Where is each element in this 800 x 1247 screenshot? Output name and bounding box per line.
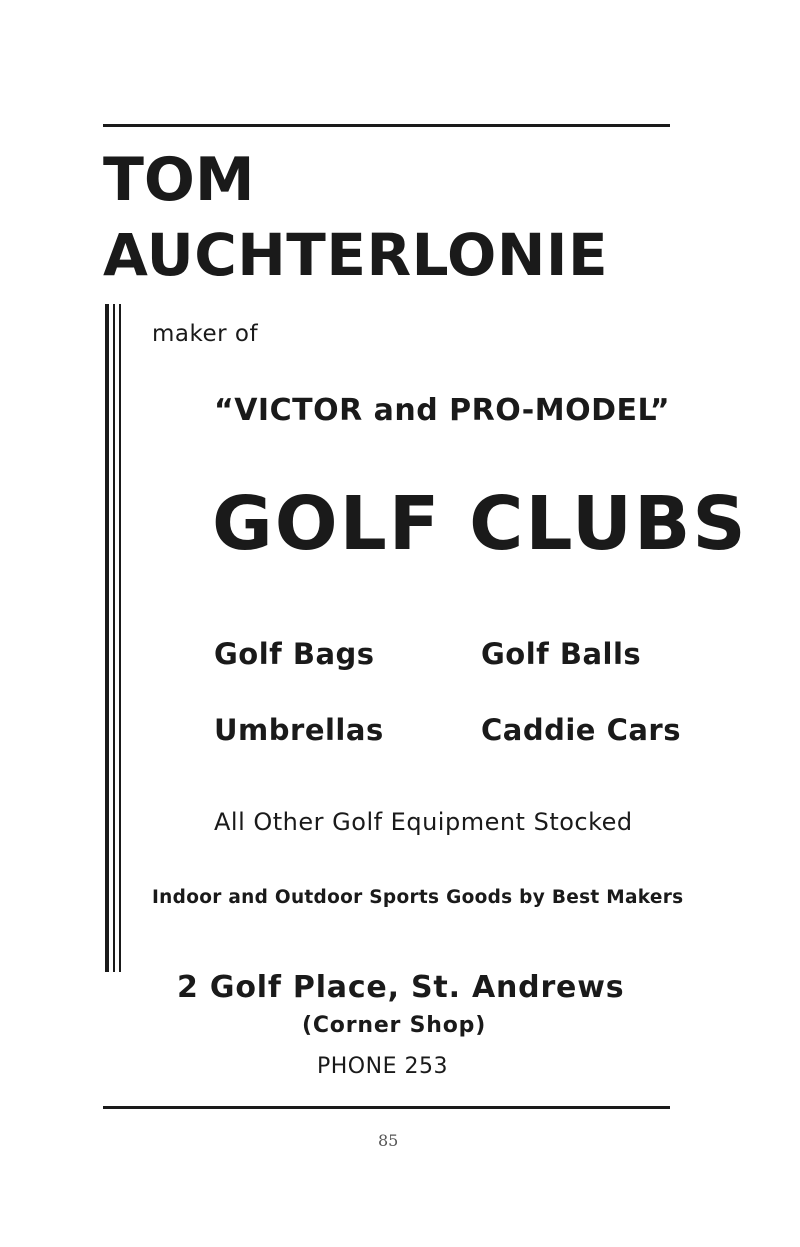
product-item: Golf Balls (481, 637, 642, 671)
equipment-note: All Other Golf Equipment Stocked (214, 808, 633, 836)
vertical-rule-thin (113, 304, 115, 972)
advertiser-name-line-2: AUCHTERLONIE (103, 221, 609, 289)
vertical-rule-thick (105, 304, 109, 972)
bottom-rule (103, 1106, 670, 1109)
address-note: (Corner Shop) (302, 1013, 487, 1038)
sports-note: Indoor and Outdoor Sports Goods by Best Makers (152, 887, 684, 908)
top-rule (103, 124, 670, 127)
phone-number: PHONE 253 (317, 1054, 448, 1079)
model-names: “VICTOR and PRO-MODEL” (214, 393, 671, 428)
street-address: 2 Golf Place, St. Andrews (177, 970, 625, 1005)
product-item: Golf Bags (214, 637, 375, 671)
product-item: Caddie Cars (481, 713, 681, 747)
vertical-rule-thin (119, 304, 121, 972)
product-item: Umbrellas (214, 713, 384, 747)
advertiser-name-line-1: TOM (103, 145, 255, 215)
intro-text: maker of (152, 321, 259, 347)
page-number: 85 (378, 1131, 399, 1150)
headline: GOLF CLUBS (212, 481, 748, 567)
